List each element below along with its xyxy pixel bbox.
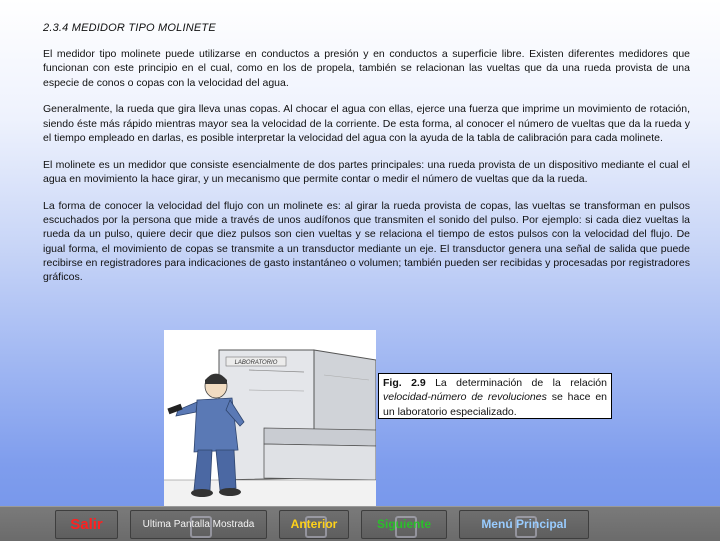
main-menu-button[interactable] xyxy=(459,510,589,539)
next-button[interactable] xyxy=(361,510,447,539)
previous-button-label: Anterior xyxy=(290,517,338,531)
figure-number: Fig. 2.9 xyxy=(383,377,426,389)
figure-caption xyxy=(378,373,612,419)
last-screen-button[interactable] xyxy=(130,510,267,539)
laboratory-illustration xyxy=(164,330,376,506)
document-body xyxy=(43,22,690,297)
caption-text-pre: La determinación de la relación xyxy=(425,377,607,389)
paragraph-2: Generalmente, la rueda que gira lleva unas copas. Al chocar el agua con ellas, ejerce una fuerza que imprime un movimiento de rotación, siendo éste más rápido mientras mayor sea la velocidad de la corriente. De esta forma, al conocer el número de vueltas que da la rueda y el tiempo empleado en darlas, es posible interpretar la velocidad del agua con la ayuda de la tabla de calibración para cada molinete. xyxy=(43,103,690,144)
last-screen-button-label: Ultima Pantalla Mostrada xyxy=(142,519,255,530)
caption-text-post: se hace en un laboratorio especializado. xyxy=(383,391,607,418)
exit-button-label: Salir xyxy=(70,516,103,533)
caption-text-italic: velocidad-número de revoluciones xyxy=(383,391,547,404)
paragraph-4: La forma de conocer la velocidad del flujo con un molinete es: al girar la rueda provista de copas, las vueltas se transforman en pulsos escuchados por la persona que mide a través de unos audífonos que transmiten el sonido del pulso. Por ejemplo: si cada diez vueltas la rueda da un pulso, quiere decir que diez pulsos son cien vueltas y se relaciona el tiempo de estos pulsos con la velocidad del flujo. De igual forma, el movimiento de copas se transmite a un transductor mediante un eje. El transductor genera una señal de salida que puede recibirse en registradores para indicaciones de gasto instantáneo o volumen; también pueden ser recibidas y procesadas por registradores gráficos. xyxy=(43,199,690,284)
laboratory-drawing xyxy=(164,330,376,506)
navigation-toolbar xyxy=(0,506,720,541)
paragraph-1: El medidor tipo molinete puede utilizarse en conductos a presión y en conductos a superficie libre. Existen diferentes medidores que funcionan con este principio en el cual, como en los de propela, también se relacionan las vueltas que da una rueda provista de una especie de conos o copas con la velocidad del agua. xyxy=(43,48,690,89)
lab-sign-text: LABORATORIO xyxy=(234,360,278,366)
previous-button[interactable] xyxy=(279,510,349,539)
section-heading: 2.3.4 MEDIDOR TIPO MOLINETE xyxy=(43,22,216,34)
paragraph-3: El molinete es un medidor que consiste esencialmente de dos partes principales: una rueda provista de un dispositivo mediante el cual el agua en movimiento la hace girar, y un mecanismo que permite contar o medir el número de vueltas que da la rueda. xyxy=(43,158,690,186)
exit-button[interactable] xyxy=(55,510,118,539)
main-menu-button-label: Menú Principal xyxy=(481,517,567,531)
next-button-label: Siguiente xyxy=(376,517,431,531)
